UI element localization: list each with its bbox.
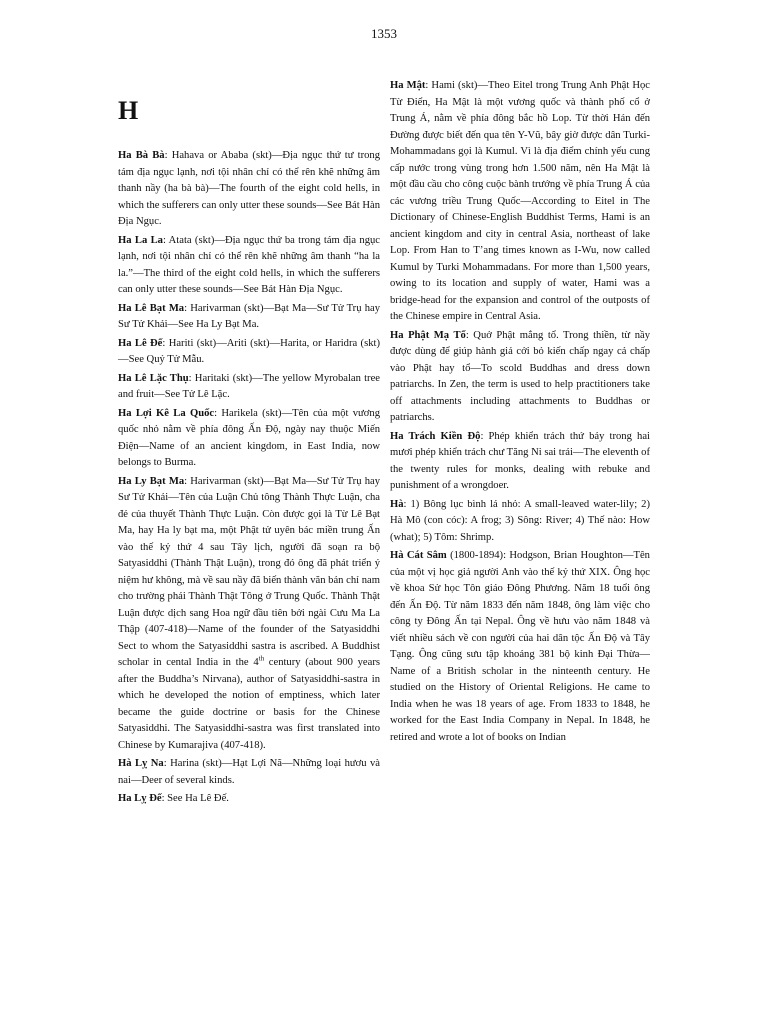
entry-headword: Ha Mật bbox=[390, 80, 426, 91]
entry-definition: : Phép khiển trách thứ bảy trong hai mươi phép khiển trách chư Tăng Ni sai trái—The eleventh of the twenty rules for monks, dealing with rebuke and punishment of a wrongdoer. bbox=[390, 430, 650, 491]
entry-definition: : Quở Phật mắng tổ. Trong thiền, từ nầy được dùng để giúp hành giả cởi bỏ kiến chấp ngay cả chấp vào Phật hay tổ—To scold Buddhas and dress down patriarchs. In Zen, the term is used to help practitioners take off attachments including attachments to Buddhas or patriarchs. bbox=[390, 329, 651, 423]
entry-definition: : Haritaki (skt)—The yellow Myrobalan tree and fruit—See Tử Lê Lặc. bbox=[118, 372, 380, 400]
entry-definition: : Hariti (skt)—Ariti (skt)—Harita, or Haridra (skt)—See Quỷ Tử Mẫu. bbox=[118, 337, 380, 365]
entry-definition: : Harina (skt)—Hạt Lợi Nã—Những loại hươu và nai—Deer of several kinds. bbox=[118, 758, 380, 786]
dictionary-entry bbox=[390, 328, 650, 427]
dictionary-entry bbox=[118, 148, 380, 231]
dictionary-entry bbox=[118, 406, 380, 472]
entry-headword: Ha Bà Bà bbox=[118, 150, 165, 161]
dictionary-entry bbox=[390, 548, 650, 746]
dictionary-entry bbox=[118, 301, 380, 334]
dictionary-entry bbox=[390, 429, 650, 495]
dictionary-entry bbox=[118, 756, 380, 789]
dictionary-entry bbox=[118, 371, 380, 404]
entry-headword: Ha La La bbox=[118, 234, 163, 246]
left-column bbox=[118, 148, 380, 810]
entry-definition-continued: century (about 900 years after the Buddha’s Nirvana), author of Satyasiddhi-sastra in which he developed the notion of emptiness, which later became the guide doctrine or basis for the Chinese Satyasiddhi. The Satyasiddhi-sastra was first translated into Chinese by Kumarajiva (407-418). bbox=[118, 657, 380, 751]
entry-headword: Ha Ly Bạt Ma bbox=[118, 475, 185, 487]
dictionary-entry bbox=[118, 791, 380, 808]
dictionary-entry bbox=[118, 233, 380, 299]
entry-definition: : Harivarman (skt)—Bạt Ma—Sư Tử Trụ hay Sư Tử Khải—Tên của Luận Chủ tông Thành Thực Luận, cha đẻ của thuyết Thành Thực Luận. Còn được gọi là Từ Lê Bạt Ma, hay Ha ly bạt ma, một Phật tử uyên bác miền trung Ấn vào thế kỷ thứ 4 sau Tây lịch, người đã soạn ra bộ Satyasiddhi (Thành Thật Luận), trong đó ông đã phát triển ý niệm hư không, mà về sau nầy đã biến thành văn bản chỉ nam cho trường phái Thành Thật Tông ở Trung Quốc. Thành Thật Luận được dịch sang Hoa ngữ đầu tiên bởi ngài Cưu Ma La Thập (407-418)—Name of the founder of the Satyasiddhi Sect to whom the Satyasiddhi sastra is ascribed. A Buddhist scholar in cental India in the 4 bbox=[118, 475, 381, 668]
entry-headword: Hà Lỵ Na bbox=[118, 758, 164, 769]
entry-headword: Hà bbox=[390, 498, 404, 510]
entry-headword: Ha Trách Kiền Độ bbox=[390, 430, 481, 442]
entry-headword: Ha Lợi Kê La Quốc bbox=[118, 407, 215, 419]
page-number: 1353 bbox=[371, 26, 397, 41]
entry-definition: : Atata (skt)—Địa ngục thứ ba trong tám địa ngục lạnh, nơi tội nhân chỉ có thể rên khẽ những âm thanh “ha la la.”—The third of the eight cold hells, in which the sufferers can only utter these sounds—See Bát Hàn Địa Ngục. bbox=[118, 234, 380, 295]
dictionary-entry bbox=[390, 497, 650, 547]
entry-definition: : Harikela (skt)—Tên của một vương quốc nhỏ nằm về phía đông Ấn Độ, ngày nay thuộc Miến Điện—Name of an ancient kingdom, in East India, now belongs to Burma. bbox=[118, 407, 380, 468]
dictionary-entry bbox=[118, 474, 380, 755]
dictionary-entry bbox=[390, 78, 650, 326]
entry-headword: Ha Lỵ Đế bbox=[118, 793, 162, 804]
entry-headword: Ha Lê Bạt Ma bbox=[118, 302, 185, 314]
section-letter-heading: H bbox=[118, 96, 139, 125]
entry-headword: Ha Lê Đế bbox=[118, 337, 163, 349]
entry-definition: : 1) Bông lục bình lá nhỏ: A small-leaved water-lily; 2) Hà Mô (con cóc): A frog; 3) Sông: River; 4) Thế nào: How (what); 5) Tôm: Shrimp. bbox=[390, 498, 650, 543]
entry-definition: (1800-1894): Hodgson, Brian Houghton—Tên của một vị học giả người Anh vào thế kỷ thứ XIX. Ông học về khoa Sử học Tôn giáo Đông Phương. Năm 18 tuổi ông đến Ấn Độ. Từ năm 1833 đến năm 1848, ông làm việc cho công ty Đông Ấn tại Nepal. Ông về hưu vào năm 1848 và viết nhiều sách về con người của hai dân tộc Ấn Độ và Tây Tạng. Ông cũng sưu tập khoảng 381 bộ kinh Đại Thừa—Name of a British scholar in the ninteenth century. He studied on the History of Oriental Religions. He came to India when he was 18 years of age. From 1833 to 1848, he worked for the East India Company in Nepal. In 1848, he retired and wrote a lot of books on Indian bbox=[390, 550, 650, 743]
entry-definition: : See Ha Lê Đế. bbox=[161, 793, 229, 804]
entry-headword: Hà Cát Sâm bbox=[390, 550, 447, 561]
entry-definition: : Hahava or Ababa (skt)—Địa ngục thứ tư trong tám địa ngục lạnh, nơi tội nhân chỉ có thể rên khẽ những âm thanh nầy (ha bà bà)—The fourth of the eight cold hells, in which the sufferers can only utter these sounds—See Bát Hàn Địa Ngục. bbox=[118, 150, 380, 227]
entry-headword: Ha Phật Mạ Tổ bbox=[390, 329, 466, 341]
entry-headword: Ha Lê Lặc Thụ bbox=[118, 372, 189, 384]
entry-definition: : Hami (skt)—Theo Eitel trong Trung Anh Phật Học Từ Điển, Ha Mật là một vương quốc và thành phố cổ ở Trung Á, nằm về phía đông bắc hồ Lop. Từ thời Hán đến Đường được biết đến qua tên Y-Vũ, bây giờ được dân Turki-Mohammadans gọi là Kumul. Vì là địa điểm chính yếu cung cấp nước trong vùng trong hơn 1.500 năm, nên Ha Mật là một đầu cầu cho công cuộc bành trướng về phía Trung Á của các vương triều Trung Quốc—According to Eitel in The Dictionary of Chinese-English Buddhist Terms, Hami is an ancient kingdom and city in central Asia, northeast of lake Lop. From Han to T’ang times known as I-Wu, now called Kumul by Turki Mohammadans. For more than 1,500 years, owing to its location and supply of water, Hami was a bridge-head for the expansion and control of the outposts of the Chinese empire in Central Asia. bbox=[390, 80, 650, 322]
superscript-ordinal: th bbox=[258, 654, 265, 663]
entry-definition: : Harivarman (skt)—Bạt Ma—Sư Tử Trụ hay Sư Tử Khải—See Ha Ly Bạt Ma. bbox=[118, 302, 380, 330]
right-column bbox=[390, 78, 650, 748]
dictionary-entry bbox=[118, 336, 380, 369]
